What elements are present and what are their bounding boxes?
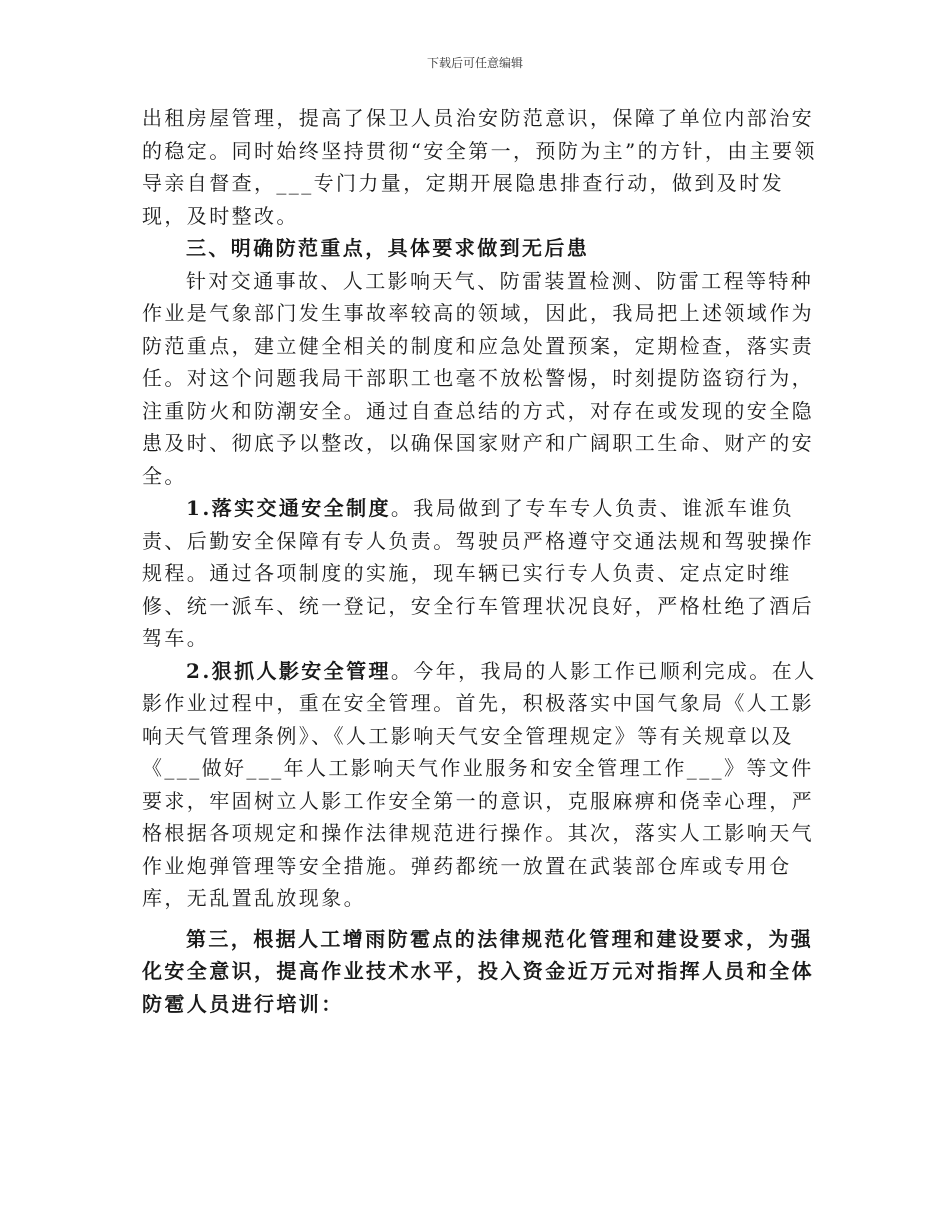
paragraph-prevention-focus: 针对交通事故、人工影响天气、防雷装置检测、防雷工程等特种作业是气象部门发生事故率较高的领域，因此，我局把上述领域作为防范重点，建立健全相关的制度和应急处置预案，定期检查，落实责任。对这个问题我局干部职工也毫不放松警惕，时刻提防盗窃行为，注重防火和防潮安全。通过自查总结的方式，对存在或发现的安全隐患及时、彻底予以整改，以确保国家财产和广阔职工生命、财产的安全。: [142, 268, 814, 488]
list-item-weather-modification: [142, 655, 822, 915]
list-item-traffic-lead: 1.落实交通安全制度: [186, 496, 391, 520]
paragraph-continuation: 出租房屋管理，提高了保卫人员治安防范意识，保障了单位内部治安的稳定。同时始终坚持贯彻“安全第一，预防为主”的方针，由主要领导亲自督查，___专门力量，定期开展隐患排查行动，做到及时发现，及时整改。: [142, 106, 817, 228]
paragraph-third-point: 第三，根据人工增雨防雹点的法律规范化管理和建设要求，为强化安全意识，提高作业技术水平，投入资金近万元对指挥人员和全体防雹人员进行培训：: [142, 926, 814, 1016]
list-item-traffic-safety: [142, 492, 822, 655]
list-item-weather-body: 。今年，我局的人影工作已顺利完成。在人影作业过程中，重在安全管理。首先，积极落实中国气象局《人工影响天气管理条例》、《人工影响天气安全管理规定》等有关规章以及《___做好___年人工影响天气作业服务和安全管理工作___》等文件要求，牢固树立人影工作安全第一的意识，克服麻痹和侥幸心理，严格根据各项规定和操作法律规范进行操作。其次，落实人工影响天气作业炮弹管理等安全措施。弹药都统一放置在武装部仓库或专用仓库，无乱置乱放现象。: [142, 658, 817, 910]
page-header: 下载后可任意编辑: [426, 56, 523, 70]
list-item-traffic-body: 。我局做到了专车专人负责、谁派车谁负责、后勤安全保障有专人负责。驾驶员严格遵守交通法规和驾驶操作规程。通过各项制度的实施，现车辆已实行专人负责、定点定时维修、统一派车、统一登记，安全行车管理状况良好，严格杜绝了酒后驾车。: [142, 496, 814, 650]
list-item-weather-lead: 2.狠抓人影安全管理: [186, 658, 391, 683]
section-heading-3: 三、明确防范重点，具体要求做到无后患: [186, 236, 590, 260]
document-body: [142, 102, 822, 1020]
